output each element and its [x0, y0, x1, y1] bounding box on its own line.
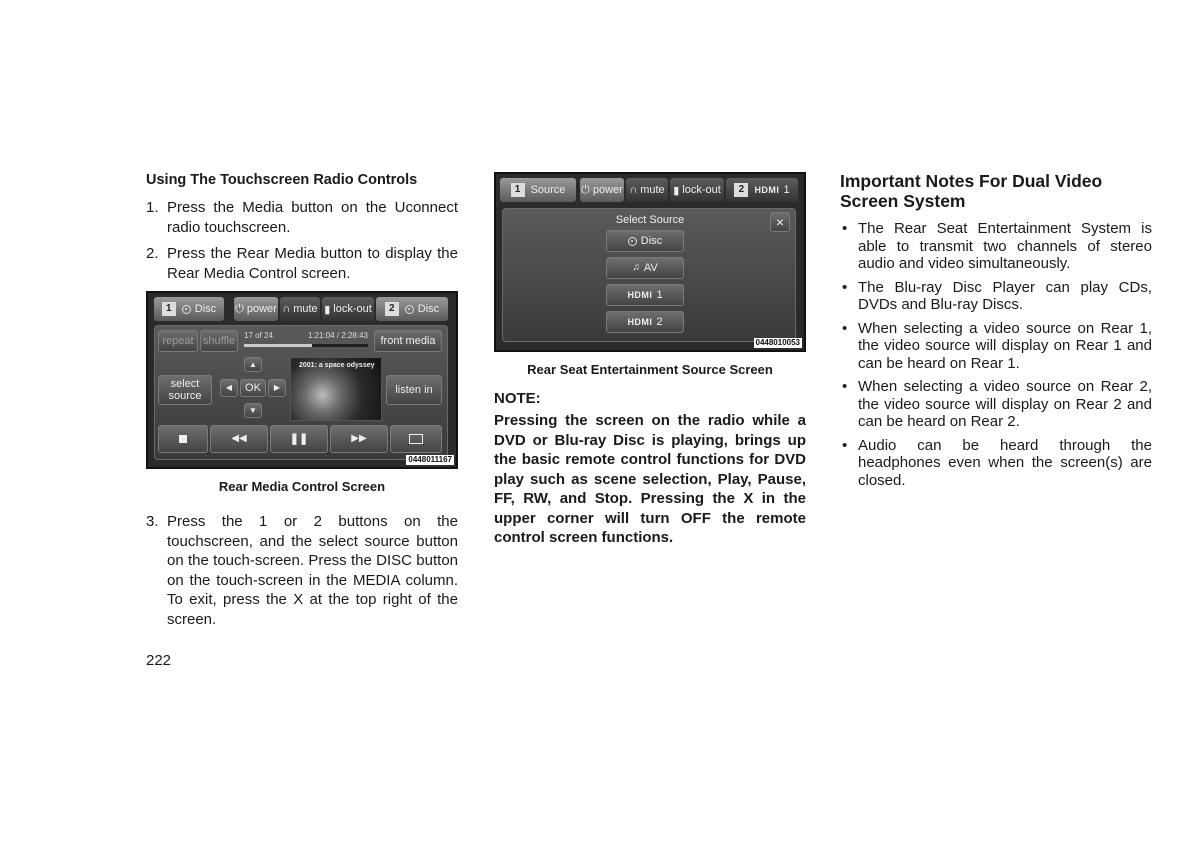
- progress-fill: [244, 344, 312, 347]
- close-icon: ×: [775, 214, 785, 230]
- arrow-up-button: [244, 357, 262, 372]
- rear-media-control-screen-figure: [146, 291, 458, 469]
- arrow-up-icon: ▲: [249, 359, 257, 369]
- pause-icon: ❚❚: [289, 433, 309, 445]
- steps-list-continued: [146, 512, 458, 629]
- headphones-icon: ∩: [629, 184, 638, 196]
- arrow-down-icon: ▼: [249, 405, 257, 415]
- lock-icon: ▮: [324, 303, 331, 316]
- progress-bar: [244, 344, 368, 347]
- arrow-right-icon: ▶: [273, 383, 281, 392]
- listen-in-button: listen in: [386, 375, 442, 405]
- section-heading: Important Notes For Dual Video Screen System: [840, 171, 1103, 211]
- figure-caption: Rear Seat Entertainment Source Screen: [527, 362, 773, 377]
- step-3: 3. Press the 1 or 2 buttons on the touchscreen, and the select source button on the touch-screen. Press the DISC button on the touch-screen in the MEDIA column. To exit, press the X at the top right of the screen.: [146, 513, 458, 628]
- source-disc-button: Disc: [606, 230, 684, 252]
- select-source-button: select source: [158, 375, 212, 405]
- source-av-button: ♫ AV: [606, 257, 684, 279]
- close-button: [770, 212, 790, 232]
- tab-power: ⏻ power: [234, 297, 278, 321]
- ok-button: OK: [240, 379, 266, 397]
- fullscreen-icon: [409, 434, 423, 444]
- figure-code: 0448011167: [408, 455, 452, 464]
- figure-code: 0448010053: [755, 338, 800, 347]
- arrow-left-button: [220, 379, 238, 397]
- power-icon: ⏻: [581, 183, 590, 196]
- tab-lockout: ▮ lock-out: [322, 297, 374, 321]
- av-icon: ♫: [632, 262, 640, 273]
- tab-mute: ∩ mute: [280, 297, 320, 321]
- stop-button: [158, 425, 208, 453]
- bullet-icon: •: [842, 378, 848, 395]
- fullscreen-button: [390, 425, 442, 453]
- fast-forward-button: [330, 425, 388, 453]
- power-icon: ⏻: [235, 302, 244, 315]
- list-item: • Audio can be heard through the headphones even when the screen(s) are closed.: [842, 436, 1152, 489]
- lock-icon: ▮: [673, 184, 680, 197]
- tab-mute: ∩ mute: [626, 178, 668, 202]
- list-item: • The Rear Seat Entertainment System is able to transmit two channels of stereo audio and video simultaneously.: [842, 220, 1152, 272]
- tab-rear-1-disc: 1 Disc: [154, 297, 224, 321]
- repeat-button: repeat: [158, 330, 198, 352]
- notes-list: [840, 220, 1152, 489]
- source-hdmi-1-button: HDMI 1: [606, 284, 684, 306]
- front-media-button: front media: [374, 330, 442, 352]
- fast-forward-icon: ▶▶: [351, 433, 367, 444]
- step-1: 1. Press the Media button on the Uconnect radio touchscreen.: [146, 199, 458, 236]
- disc-icon: [182, 305, 191, 314]
- arrow-left-icon: ◀: [225, 383, 233, 392]
- figure-caption: Rear Media Control Screen: [218, 479, 386, 494]
- bullet-icon: •: [842, 220, 848, 237]
- track-info: [242, 330, 372, 352]
- section-subheading: Using The Touchscreen Radio Controls: [146, 172, 418, 188]
- note-text: Pressing the screen on the radio while a DVD or Blu-ray Disc is playing, brings up the basic remote control functions for DVD play such as scene selection, Play, Pause, FF, RW, and Stop. Pressing the X in the upper corner will turn OFF the remote control screen functions.: [494, 412, 806, 546]
- bullet-icon: •: [842, 319, 848, 337]
- track-time: 1:21:04 / 2:28:43: [307, 331, 368, 340]
- step-2: 2. Press the Rear Media button to display the Rear Media Control screen.: [146, 245, 458, 282]
- headphones-icon: ∩: [282, 303, 291, 315]
- tab-lockout: ▮ lock-out: [670, 178, 724, 202]
- left-column: [146, 170, 458, 636]
- list-item: • When selecting a video source on Rear 2, the video source will display on Rear 2 and can be heard on Rear 2.: [842, 378, 1152, 430]
- tab-rear-1-source: 1 Source: [500, 178, 576, 202]
- tab-rear-2-hdmi: 2 HDMI 1: [726, 178, 798, 202]
- bullet-icon: •: [842, 278, 848, 296]
- list-item: • When selecting a video source on Rear 1, the video source will display on Rear 1 and can be heard on Rear 1.: [842, 319, 1152, 372]
- select-source-title: Select Source: [615, 214, 685, 226]
- middle-column: [494, 172, 806, 548]
- track-counter: 17 of 24: [244, 331, 273, 340]
- disc-icon: [405, 305, 414, 314]
- movie-title: 2001: a space odyssey: [299, 362, 375, 369]
- hdmi-icon: HDMI: [627, 290, 653, 300]
- disc-icon: [628, 237, 637, 246]
- note-title: NOTE:: [494, 390, 541, 407]
- source-hdmi-2-button: HDMI 2: [606, 311, 684, 333]
- source-screen-figure: [494, 172, 806, 352]
- rewind-icon: ◀◀: [231, 433, 247, 444]
- right-column: [840, 172, 1152, 495]
- stop-icon: [179, 435, 187, 443]
- shuffle-button: shuffle: [200, 330, 238, 352]
- hdmi-icon: HDMI: [754, 185, 780, 195]
- arrow-down-button: [244, 403, 262, 418]
- movie-thumbnail: [290, 357, 382, 421]
- bullet-icon: •: [842, 436, 848, 454]
- rewind-button: [210, 425, 268, 453]
- tab-power: ⏻ power: [580, 178, 624, 202]
- tab-rear-2-disc: 2 Disc: [376, 297, 448, 321]
- steps-list: [146, 198, 458, 283]
- pause-button: [270, 425, 328, 453]
- arrow-right-button: [268, 379, 286, 397]
- page-number: 222: [146, 652, 172, 669]
- list-item: • The Blu-ray Disc Player can play CDs, DVDs and Blu-ray Discs.: [842, 278, 1152, 313]
- hdmi-icon: HDMI: [627, 317, 653, 327]
